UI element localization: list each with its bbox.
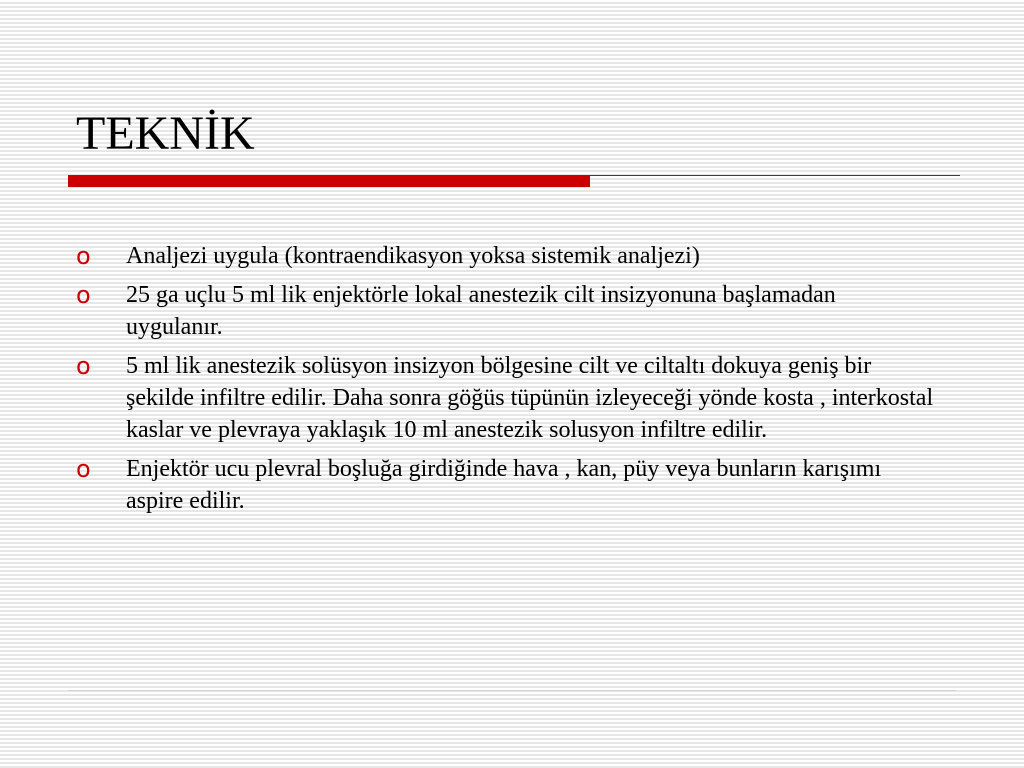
bullet-text: Enjektör ucu plevral boşluğa girdiğinde hava , kan, püy veya bunların karışımı aspire edilir. xyxy=(126,456,882,514)
bullet-item xyxy=(76,240,936,272)
bullet-item xyxy=(76,350,936,446)
bullet-text: 25 ga uçlu 5 ml lik enjektörle lokal anestezik cilt insizyonuna başlamadan uygulanır. xyxy=(126,282,836,340)
bullet-circle-icon: o xyxy=(76,352,91,380)
title-underline-thin xyxy=(590,175,960,176)
bullet-item xyxy=(76,279,936,343)
footer-divider xyxy=(68,690,956,691)
bullet-circle-icon: o xyxy=(76,242,91,270)
bullet-text: 5 ml lik anestezik solüsyon insizyon bölgesine cilt ve ciltaltı dokuya geniş bir şekilde infiltre edilir. Daha sonra göğüs tüpünün izleyeceği yönde kosta , interkostal kaslar ve plevraya yaklaşık 10 ml anestezik solusyon infiltre edilir. xyxy=(126,353,934,443)
slide-title: TEKNİK xyxy=(76,107,255,160)
bullet-item xyxy=(76,453,936,517)
bullet-circle-icon: o xyxy=(76,455,91,483)
bullet-text: Analjezi uygula (kontraendikasyon yoksa sistemik analjezi) xyxy=(126,243,700,269)
title-underline-thick xyxy=(68,175,590,187)
bullet-list xyxy=(76,240,936,524)
bullet-circle-icon: o xyxy=(76,281,91,309)
